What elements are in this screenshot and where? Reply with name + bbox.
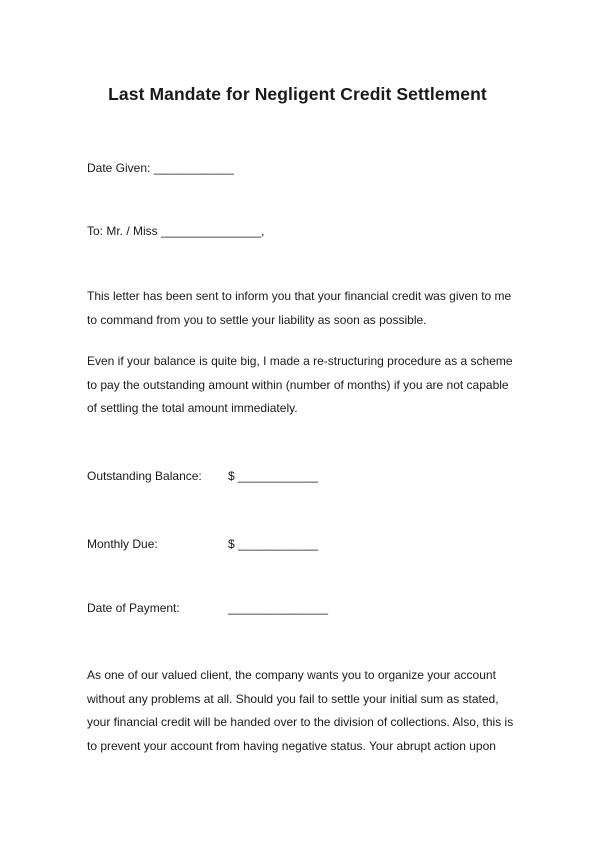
paragraph-line: As one of our valued client, the company wants you to organize your account	[87, 668, 496, 682]
paragraph-restructuring	[87, 350, 527, 421]
paragraph-line: This letter has been sent to inform you that your financial credit was given to me	[87, 289, 512, 303]
paragraph-line: Even if your balance is quite big, I made a re-structuring procedure as a scheme	[87, 354, 513, 368]
date-of-payment-row	[87, 598, 328, 618]
paragraph-collections	[87, 664, 527, 758]
field-label: Monthly Due:	[87, 537, 158, 551]
field-blank: _______________	[228, 601, 329, 615]
field-blank: $ ____________	[228, 469, 319, 483]
paragraph-line: of settling the total amount immediately.	[87, 401, 298, 415]
paragraph-line: to prevent your account from having negative status. Your abrupt action upon	[87, 738, 496, 753]
paragraph-line: to pay the outstanding amount within (number of months) if you are not capable	[87, 377, 509, 392]
recipient-line: To: Mr. / Miss _______________,	[87, 224, 265, 238]
paragraph-intro	[87, 285, 527, 332]
field-label: Date of Payment:	[87, 601, 180, 615]
paragraph-line: your financial credit will be handed over to the division of collections. Also, this is	[87, 715, 514, 729]
field-blank: $ ____________	[228, 537, 319, 551]
document-title: Last Mandate for Negligent Credit Settlement	[108, 84, 487, 104]
field-label: Outstanding Balance:	[87, 469, 202, 483]
paragraph-line: to command from you to settle your liability as soon as possible.	[87, 312, 427, 327]
outstanding-balance-row	[87, 466, 318, 486]
paragraph-line: without any problems at all. Should you fail to settle your initial sum as stated,	[87, 691, 499, 706]
monthly-due-row	[87, 534, 318, 554]
date-given-line: Date Given: ____________	[87, 161, 234, 175]
